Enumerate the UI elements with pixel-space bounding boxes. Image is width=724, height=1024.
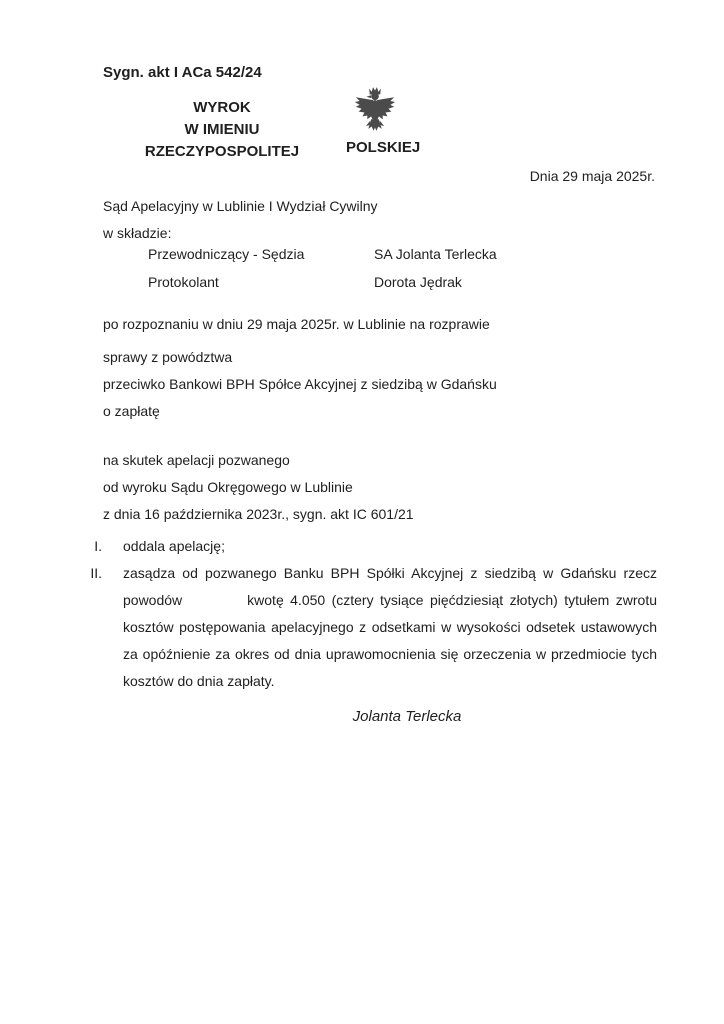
judgment-title-block bbox=[111, 97, 333, 163]
polish-eagle-icon bbox=[351, 79, 399, 137]
ruling-text-before-redaction: zasądza od pozwanego Banku BPH Spółki Akcyjnej z siedzibą w Gdańsku rzecz powodów bbox=[123, 565, 657, 608]
judgment-title: WYROK bbox=[193, 99, 251, 116]
case-number: Sygn. akt I ACa 542/24 bbox=[103, 64, 262, 81]
appeal-line: od wyroku Sądu Okręgowego w Lublinie bbox=[103, 479, 353, 495]
ruling-text bbox=[123, 560, 657, 695]
composition-role: Protokolant bbox=[148, 274, 219, 290]
court-name: Sąd Apelacyjny w Lublinie I Wydział Cywilny bbox=[103, 198, 378, 214]
judgment-date: Dnia 29 maja 2025r. bbox=[529, 168, 655, 184]
ruling-item-1 bbox=[85, 533, 657, 560]
rulings-list bbox=[85, 533, 657, 695]
case-description-block bbox=[103, 344, 497, 425]
ruling-text-after-redaction: kwotę 4.050 (cztery tysiące pięćdziesiąt złotych) tytułem zwrotu kosztów postępowania apelacyjnego z odsetkami w wysokości odsetek ustawowych za opóźnienie za okres od dnia uprawomocnienia się orzeczenia w przedmiocie tych kosztów do dnia zapłaty. bbox=[123, 592, 657, 689]
composition-row-clerk bbox=[148, 268, 497, 296]
appeal-description-block bbox=[103, 447, 414, 528]
ruling-item-2 bbox=[85, 560, 657, 695]
composition-row-presiding bbox=[148, 240, 497, 268]
judgment-subtitle: W IMIENIU RZECZYPOSPOLITEJ bbox=[144, 121, 300, 160]
appeal-line: z dnia 16 października 2023r., sygn. akt IC 601/21 bbox=[103, 506, 414, 522]
case-line: o zapłatę bbox=[103, 403, 160, 419]
appeal-line: na skutek apelacji pozwanego bbox=[103, 452, 290, 468]
ruling-numeral: I. bbox=[94, 538, 102, 554]
case-line: sprawy z powództwa bbox=[103, 349, 233, 365]
judgment-subtitle-2: POLSKIEJ bbox=[346, 139, 421, 156]
composition-role: Przewodniczący - Sędzia bbox=[148, 246, 305, 262]
composition-label: w składzie: bbox=[103, 225, 172, 241]
court-composition bbox=[148, 240, 497, 296]
judge-signature: Jolanta Terlecka bbox=[352, 708, 462, 725]
ruling-text: oddala apelację; bbox=[123, 538, 225, 554]
case-line: przeciwko Bankowi BPH Spółce Akcyjnej z siedzibą w Gdańsku bbox=[103, 376, 497, 392]
composition-name: SA Jolanta Terlecka bbox=[374, 246, 497, 262]
composition-name: Dorota Jędrak bbox=[374, 274, 462, 290]
ruling-numeral: II. bbox=[90, 565, 102, 581]
hearing-line: po rozpoznaniu w dniu 29 maja 2025r. w Lublinie na rozprawie bbox=[103, 316, 490, 332]
